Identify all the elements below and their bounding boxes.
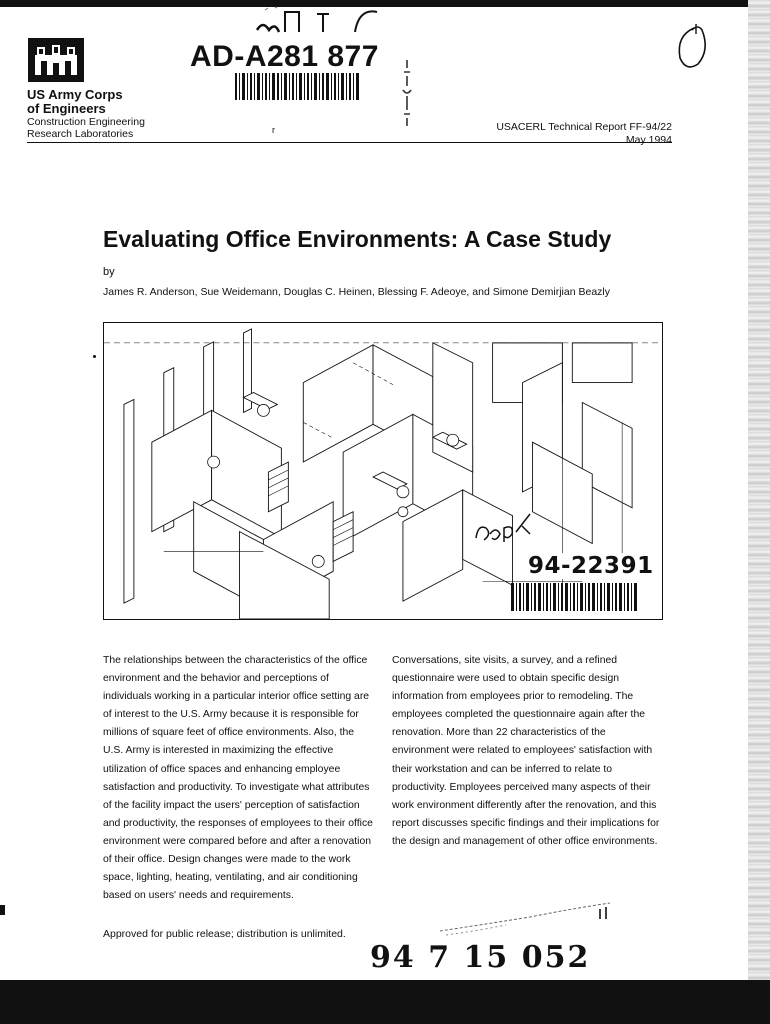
quality-stamp [440,901,620,939]
report-title: Evaluating Office Environments: A Case Study [103,226,612,252]
bottom-border [0,980,770,1024]
org-name [27,88,123,116]
figure-number: 94-22391 [528,553,654,579]
ad-number: AD-A281 877 [190,40,379,73]
lab-line-1: Construction Engineering [27,116,145,128]
byline: by [103,266,115,278]
lab-line-2: Research Laboratories [27,128,134,140]
author-list: James R. Anderson, Sue Weidemann, Douglas C. Heinen, Blessing F. Adeoye, and Simone Demirjian Beazly [103,286,610,298]
figure-barcode [511,583,639,611]
handwritten-zero [672,22,720,74]
org-line-1: US Army Corps [27,87,123,102]
handwritten-annotation [470,508,540,554]
distribution-statement: Approved for public release; distribution is unlimited. [103,928,346,940]
abstract-column-2: Conversations, site visits, a survey, and a refined questionnaire were used to obtain specific design information from employees prior to remodeling. The employees completed the questionnaire again after the renovation. More than 22 characteristics of the environment were related to employees' satisfaction with their workstation and can be inferred to relate to productivity. Employees perceived many aspects of their work environment differently after the renovation, and this report discusses specific findings and their implications for the design and management of other office environments. [392,655,660,847]
ad-barcode [235,73,359,100]
org-line-2: of Engineers [27,101,106,116]
report-number: USACERL Technical Report FF-94/22 [496,121,672,133]
scan-dot [93,355,96,358]
scan-speck: r [272,125,275,135]
stamp-mark [398,58,416,128]
army-corps-logo [28,38,84,82]
handwriting-scribble [225,2,395,36]
abstract-column-1: The relationships between the characteristics of the office environment and the behavior and perceptions of individuals working in a particular interior office setting are of interest to the U.S. Army because it is responsible for millions of square feet of office environments. Also, the U.S. Army is interested in maximizing the effective utilization of office spaces and enhancing employee satisfaction and productivity. To investigate what attributes of the facility impact the users' perception of satisfaction and productivity, the responses of employees to their office environment were compared before and after a renovation of their office. Design changes were made to the work space, lighting, heating, ventilating, and air conditioning based on users' needs and requirements. [103,655,373,902]
report-date: May 1994 [625,134,672,146]
scan-mark [0,905,5,915]
lab-name [27,116,145,140]
accession-number: 94 7 15 052 [370,940,591,975]
scan-edge [748,0,770,1024]
report-info [460,121,672,147]
